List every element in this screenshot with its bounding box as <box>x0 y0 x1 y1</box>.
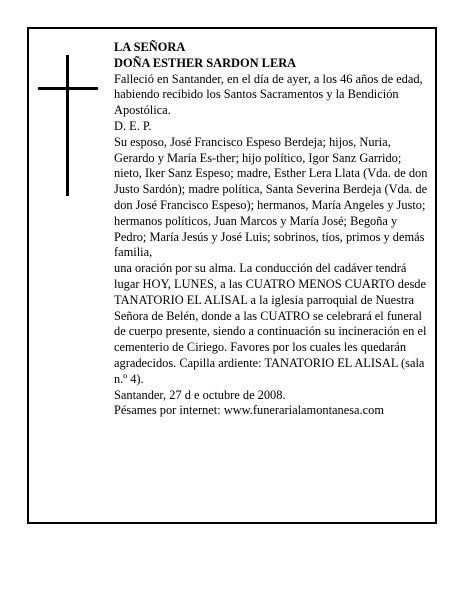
place-date: Santander, 27 d e octubre de 2008. <box>114 387 286 402</box>
obituary-text <box>114 40 428 419</box>
condolences-line: Pésames por internet: www.funerarialamontanesa.com <box>114 403 384 418</box>
family-list: Su esposo, José Francisco Espeso Berdeja; hijos, Nuria, Gerardo y María Es-ther; hijo político, Igor Sanz Garrido; nieto, Iker Sanz Espeso; madre, Esther Lera Llata (Vda. de don Justo Sardón); madre política, Santa Severina Berdeja (Vda. de don José Francisco Espeso); hermanos, María Angeles y Justo; hermanos políticos, Juan Marcos y María José; Begoña y Pedro; María Jesús y José Luis; sobrinos, tíos, primos y demás familia, <box>114 134 428 260</box>
dep-line: D. E. P. <box>114 118 152 133</box>
funeral-details: una oración por su alma. La conducción del cadáver tendrá lugar HOY, LUNES, a las CUATRO MENOS CUARTO desde TANATORIO EL ALISAL a la iglesia parroquial de Nuestra Señora de Belén, donde a las CUATRO se celebrará el funeral de cuerpo presente, siendo a continuación su incineración en el cementerio de Ciriego. Favores por los cuales les quedarán agradecidos. Capilla ardiente: TANATORIO EL ALISAL (sala n.º 4). <box>114 261 427 386</box>
cross-horizontal-bar <box>38 87 98 90</box>
obituary-title: LA SEÑORA <box>114 40 186 54</box>
deceased-name: DOÑA ESTHER SARDON LERA <box>114 55 297 70</box>
death-announcement: Falleció en Santander, en el día de ayer, a los 46 años de edad, habiendo recibido los Santos Sacramentos y la Bendición Apostólica. <box>114 71 423 118</box>
cross-vertical-bar <box>66 55 69 196</box>
